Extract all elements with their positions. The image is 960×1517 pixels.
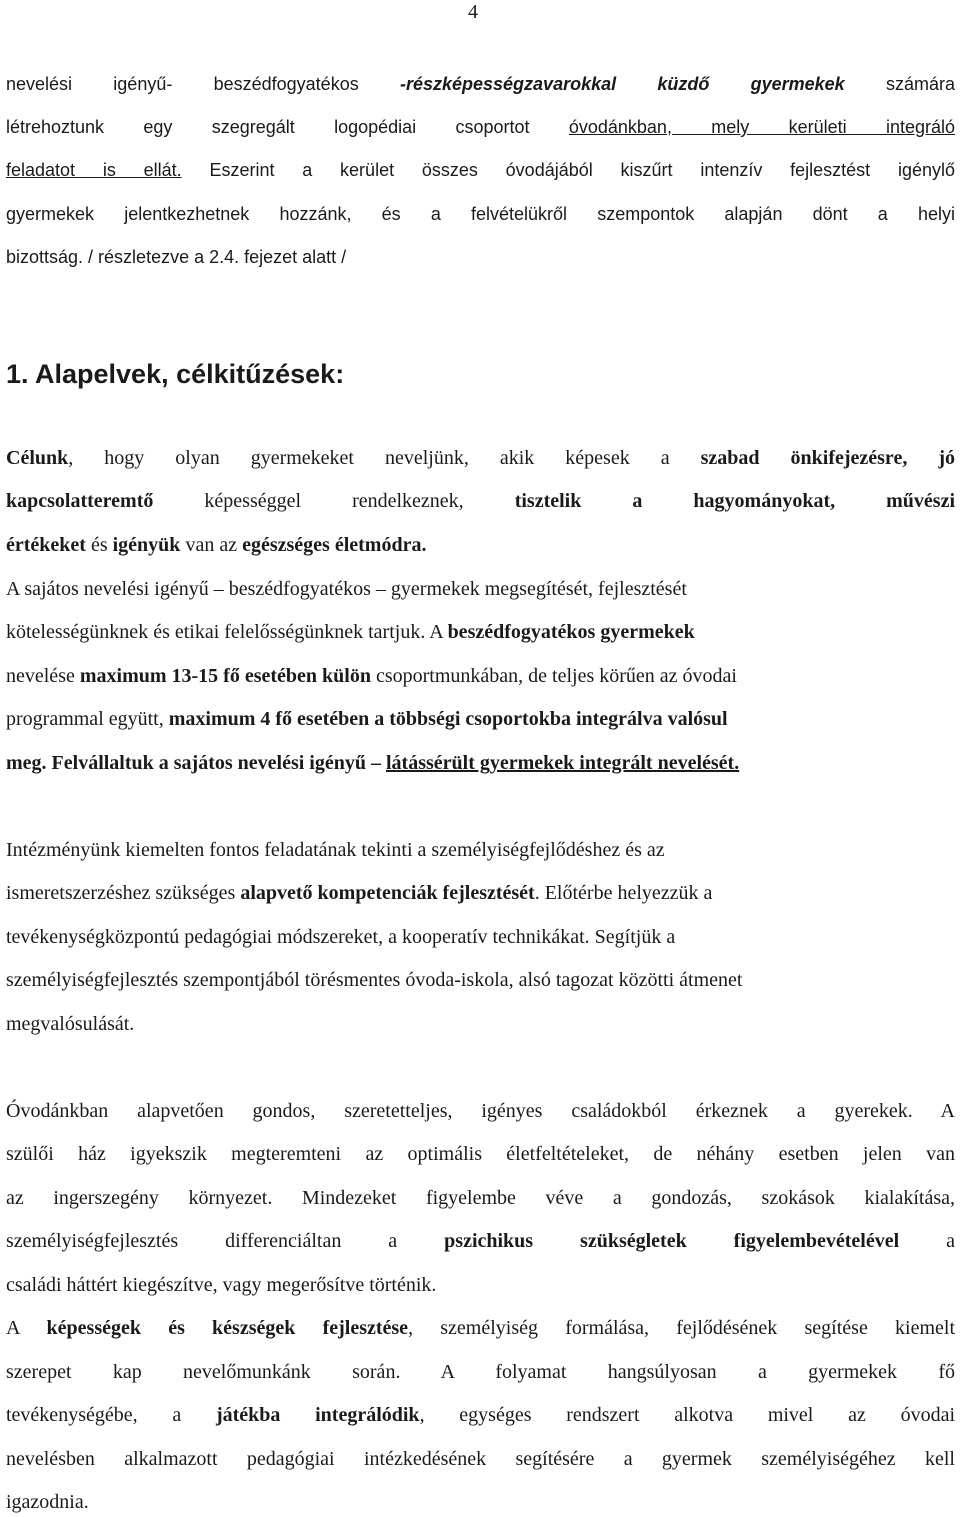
page-number: 4 (468, 1, 478, 23)
text-line: értékeket és igényük van az egészséges életmódra. (6, 534, 427, 556)
text-line: személyiségfejlesztés szempontjából törésmentes óvoda-iskola, alsó tagozat közötti átmenet (6, 969, 743, 991)
text-line: kötelességünknek és etikai felelősségünknek tartjuk. A beszédfogyatékos gyermekek (6, 621, 695, 643)
text-line: Óvodánkban alapvetően gondos, szeretetteljes, igényes családokból érkeznek a gyerekek. A (6, 1100, 955, 1122)
text-line: A sajátos nevelési igényű – beszédfogyatékos – gyermekek megsegítését, fejlesztését (6, 578, 687, 600)
text-line: kapcsolatteremtő képességgel rendelkeznek, tisztelik a hagyományokat, művészi (6, 490, 956, 512)
text-line: ismeretszerzéshez szükséges alapvető kompetenciák fejlesztését. Előtérbe helyezzük a (6, 882, 713, 904)
text-line: személyiségfejlesztés differenciáltan a pszichikus szükségletek figyelembevételével a (6, 1230, 955, 1252)
text-line: nevelése maximum 13-15 fő esetében külön csoportmunkában, de teljes körűen az óvodai (6, 665, 737, 687)
text-line: tevékenységébe, a játékba integrálódik, egységes rendszert alkotva mivel az óvodai (6, 1404, 955, 1426)
text-line: Célunk, hogy olyan gyermekeket neveljünk, akik képesek a szabad önkifejezésre, jó (6, 447, 955, 469)
text-line: igazodnia. (6, 1491, 89, 1513)
text-line: feladatot is ellát. Eszerint a kerület összes óvodájából kiszűrt intenzív fejlesztést igénylő (6, 160, 956, 180)
text-line: az ingerszegény környezet. Mindezeket figyelembe véve a gondozás, szokások kialakítása, (6, 1187, 955, 1209)
text-line: tevékenységközpontú pedagógiai módszereket, a kooperatív technikákat. Segítjük a (6, 926, 676, 948)
text-line: létrehoztunk egy szegregált logopédiai csoportot óvodánkban, mely kerületi integráló (6, 117, 955, 137)
text-line: programmal együtt, maximum 4 fő esetében a többségi csoportokba integrálva valósul (6, 708, 728, 730)
section-heading: 1. Alapelvek, célkitűzések: (6, 359, 345, 389)
text-line: szülői ház igyekszik megteremteni az optimális életfeltételeket, de néhány esetben jelen van (6, 1143, 955, 1165)
text-line: szerepet kap nevelőmunkánk során. A folyamat hangsúlyosan a gyermekek fő (6, 1361, 955, 1383)
text-line: nevelésben alkalmazott pedagógiai intézkedésének segítésére a gyermek személyiségéhez kell (6, 1448, 955, 1470)
text-line: meg. Felvállaltuk a sajátos nevelési igényű – látássérült gyermekek integrált nevelését. (6, 752, 740, 774)
text-line: gyermekek jelentkezhetnek hozzánk, és a felvételükről szempontok alapján dönt a helyi (6, 204, 955, 224)
text-line: Intézményünk kiemelten fontos feladatának tekinti a személyiségfejlődéshez és az (6, 839, 665, 861)
text-line: megvalósulását. (6, 1013, 135, 1035)
text-line: nevelési igényű- beszédfogyatékos -részképességzavarokkal küzdő gyermekek számára (6, 74, 955, 94)
text-line: bizottság. / részletezve a 2.4. fejezet alatt / (6, 247, 347, 267)
text-line: A képességek és készségek fejlesztése, személyiség formálása, fejlődésének segítése kiemelt (6, 1317, 955, 1339)
text-line: családi háttért kiegészítve, vagy megerősítve történik. (6, 1274, 437, 1296)
